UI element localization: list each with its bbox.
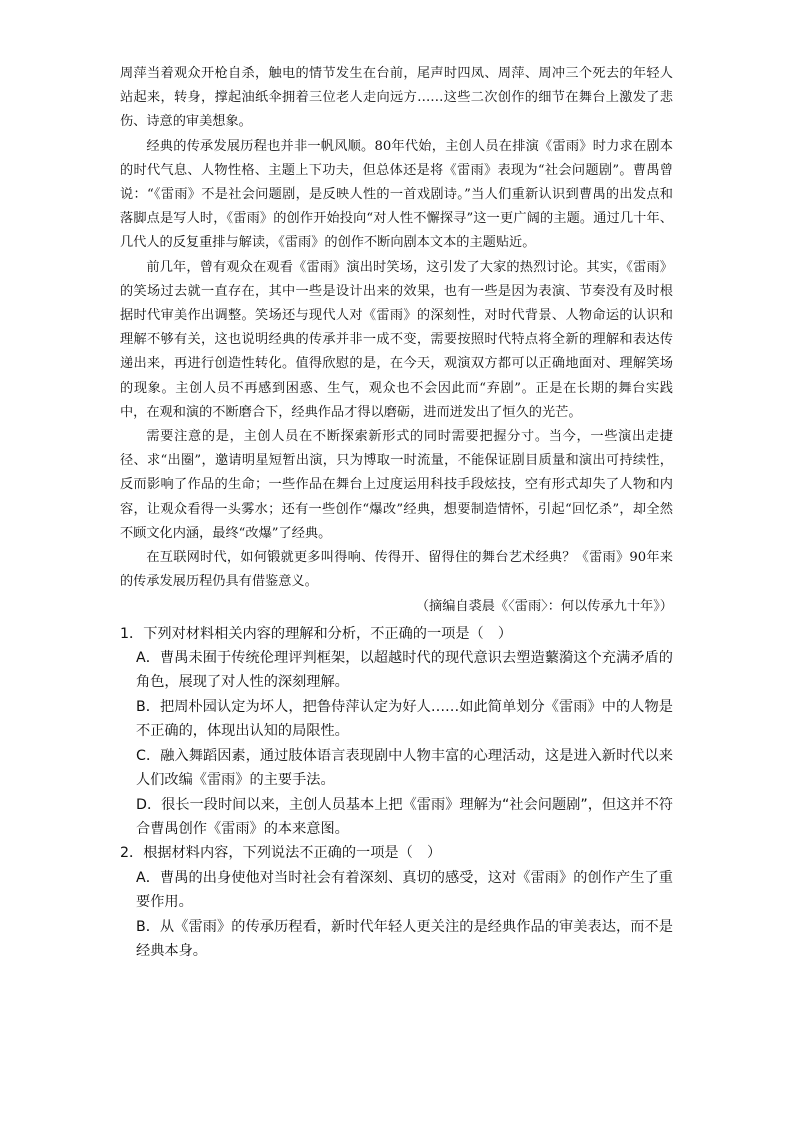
option-a[interactable]: A．曹禺未囿于传统伦理评判框架，以超越时代的现代意识去塑造蘩漪这个充满矛盾的角色，展现了对人性的深刻理解。 — [136, 650, 673, 691]
passage-paragraph: 需要注意的是，主创人员在不断探索新形式的同时需要把握分寸。当今，一些演出走捷径、求“出圈”，邀请明星短暂出演，只为博取一时流量，不能保证剧目质量和演出可持续性，反而影响了作品的生命；一些作品在舞台上过度运用科技手段炫技，空有形式却失了人物和内容，让观众看得一头雾水；还有一些创作“爆改”经典，想要制造情怀，引起“回忆杀”，却全然不顾文化内涵，最终“改爆”了经典。 — [120, 429, 673, 541]
passage-paragraph: 在互联网时代，如何锻就更多叫得响、传得开、留得住的舞台艺术经典？《雷雨》90年来的传承发展历程仍具有借鉴意义。 — [120, 550, 673, 590]
passage-source: （摘编自裘晨《〈雷雨〉：何以传承九十年》） — [415, 599, 673, 615]
option-b[interactable]: B．从《雷雨》的传承历程看，新时代年轻人更关注的是经典作品的审美表达，而不是经典本身。 — [136, 918, 673, 959]
document-page — [120, 62, 673, 963]
question-stem: 1．下列对材料相关内容的理解和分析，不正确的一项是（ ） — [120, 625, 513, 642]
option-b[interactable]: B．把周朴园认定为坏人，把鲁侍萍认定为好人……如此简单划分《雷雨》中的人物是不正确的，体现出认知的局限性。 — [136, 698, 673, 740]
question-2 — [120, 841, 673, 963]
option-d[interactable]: D．很长一段时间以来，主创人员基本上把《雷雨》理解为“社会问题剧”，但这并不符合曹禺创作《雷雨》的本来意图。 — [136, 796, 673, 837]
question-1 — [120, 622, 673, 842]
passage-paragraph: 周萍当着观众开枪自杀，触电的情节发生在台前，尾声时四凤、周萍、周冲三个死去的年轻人站起来，转身，撑起油纸伞拥着三位老人走向远方……这些二次创作的细节在舞台上激发了悲伤、诗意的审美想象。 — [120, 66, 673, 130]
passage-paragraph: 前几年，曾有观众在观看《雷雨》演出时笑场，这引发了大家的热烈讨论。其实，《雷雨》的笑场过去就一直存在，其中一些是设计出来的效果，也有一些是因为表演、节奏没有及时根据时代审美作出调整。笑场还与现代人对《雷雨》的深刻性，对时代背景、人物命运的认识和理解不够有关，这也说明经典的传承并非一成不变，需要按照时代特点将全新的理解和表达传递出来，再进行创造性转化。值得欣慰的是，在今天，观演双方都可以正确地面对、理解笑场的现象。主创人员不再感到困惑、生气，观众也不会因此而“弃剧”。正是在长期的舞台实践中，在观和演的不断磨合下，经典作品才得以磨砺，进而迸发出了恒久的光芒。 — [120, 259, 673, 420]
passage-paragraph: 经典的传承发展历程也并非一帆风顺。80年代始，主创人员在排演《雷雨》时力求在剧本的时代气息、人物性格、主题上下功夫，但总体还是将《雷雨》表现为“社会问题剧”。曹禺曾说：“《雷雨》不是社会问题剧，是反映人性的一首戏剧诗。”当人们重新认识到曹禺的出发点和落脚点是写人时，《雷雨》的创作开始投向“对人性不懈探寻”这一更广阔的主题。通过几十年、几代人的反复重排与解读，《雷雨》的创作不断向剧本文本的主题贴近。 — [120, 138, 673, 251]
question-stem: 2．根据材料内容，下列说法不正确的一项是（ ） — [120, 845, 442, 862]
option-c[interactable]: C．融入舞蹈因素，通过肢体语言表现剧中人物丰富的心理活动，这是进入新时代以来人们改编《雷雨》的主要手法。 — [136, 747, 673, 789]
question-list — [120, 622, 673, 964]
option-a[interactable]: A．曹禺的出身使他对当时社会有着深刻、真切的感受，这对《雷雨》的创作产生了重要作用。 — [136, 869, 673, 911]
